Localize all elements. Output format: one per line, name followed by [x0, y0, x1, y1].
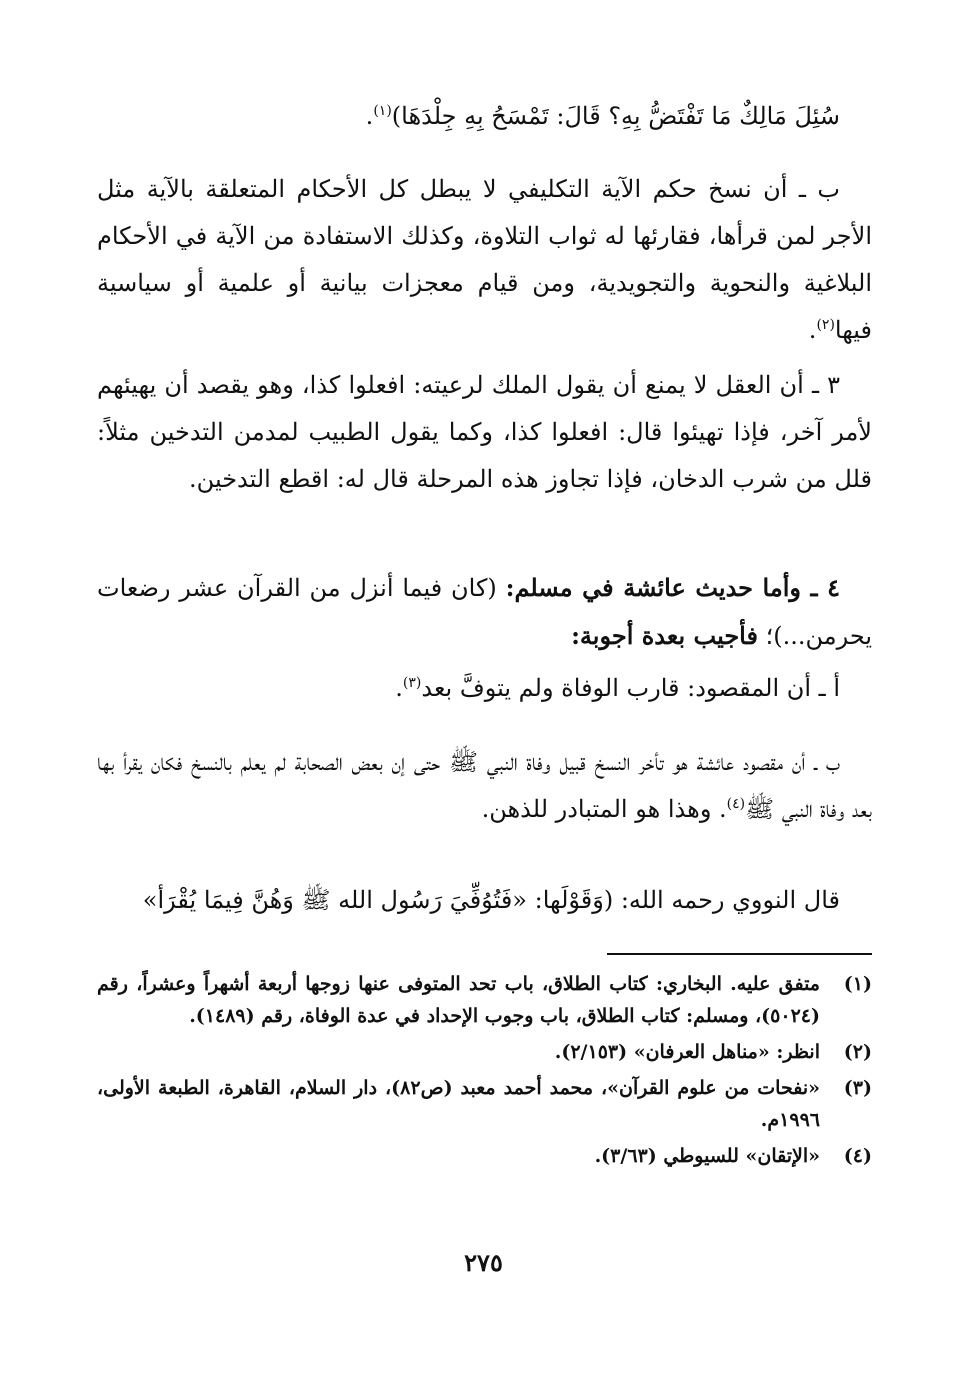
punctuation: . [395, 674, 403, 702]
footnote-number: (٣) [843, 1077, 872, 1099]
paragraph-4-aisha-hadith [97, 564, 872, 660]
footnotes [97, 968, 872, 1176]
footnote-item [97, 968, 872, 1032]
footnote-ref-2[interactable]: (٢) [816, 317, 835, 333]
paragraph-text: ب ـ أن مقصود عائشة هو تأخر النسخ قبيل وفاة النبي ﷺ حتى إن بعض الصحابة لم يعلم بالنسخ فكان يقرأ بها بعد وفاة النبي ﷺ [97, 748, 872, 823]
paragraph-b-reward [97, 166, 872, 354]
footnote-item [97, 1140, 872, 1172]
main-text [97, 93, 872, 140]
paragraph-a-meaning [97, 665, 872, 712]
main-text [97, 362, 872, 503]
footnote-number: (١) [843, 973, 872, 995]
footnote-item [97, 1072, 872, 1136]
paragraph-3-reason [97, 362, 872, 503]
paragraph-text: ٣ ـ أن العقل لا يمنع أن يقول الملك لرعيته: افعلوا كذا، وهو يقصد أن يهيئهم لأمر آخر، فإذا تهيئوا قال: افعلوا كذا، وكما يقول الطبيب لمدمن التدخين مثلاً: قلل من شرب الدخان، فإذا تجاوز هذه المرحلة قال له: اقطع التدخين. [97, 371, 872, 493]
footnote-text: متفق عليه. البخاري: كتاب الطلاق، باب تحد المتوفى عنها زوجها أربعة أشهراً وعشراً، رقم (٥٠٢٤)، ومسلم: كتاب الطلاق، باب وجوب الإحداد في عدة الوفاة، رقم (١٤٨٩). [97, 973, 820, 1027]
page-number: ٢٧٥ [464, 1248, 503, 1277]
paragraph-text: ب ـ أن نسخ حكم الآية التكليفي لا يبطل كل الأحكام المتعلقة بالآية مثل الأجر لمن قرأها، فقارئها له ثواب التلاوة، وكذلك الاستفادة من الآية في الأحكام البلاغية والنحوية والتجويدية، ومن قيام معجزات بيانية أو علمية أو سياسية فيها [97, 175, 872, 344]
main-text [97, 877, 872, 924]
footnote-ref-3[interactable]: (٣) [402, 675, 422, 691]
heading-text: فأجيب بعدة أجوبة: [571, 621, 758, 650]
footnote-number: (٤) [843, 1145, 872, 1167]
footnote-text: «نفحات من علوم القرآن»، محمد أحمد معبد (ص٨٢)، دار السلام، القاهرة، الطبعة الأولى، ١٩٩٦م. [97, 1077, 820, 1131]
main-text [97, 166, 872, 354]
footnote-number: (٢) [843, 1041, 872, 1063]
main-text [97, 739, 872, 833]
footnote-item [97, 1036, 872, 1068]
paragraph-b-meaning [97, 739, 872, 833]
footnote-divider [607, 953, 872, 955]
paragraph-text: . وهذا هو المتبادر للذهن. [481, 795, 727, 823]
footnote-text: انظر: «مناهل العرفان» (٢/١٥٣). [554, 1041, 820, 1063]
paragraph-text: قال النووي رحمه الله: (وَقَوْلَها: «فَتُوُفِّيَ رَسُول الله ﷺ وَهُنَّ فِيمَا يُقْرَأ» [142, 886, 840, 914]
paragraph-text: (كان فيما أنزل من القرآن عشر رضعات يحرمن...)؛ [97, 574, 872, 650]
main-text [97, 665, 872, 712]
heading-text: ٤ ـ وأما حديث عائشة في مسلم: [505, 573, 840, 602]
paragraph-text: أ ـ أن المقصود: قارب الوفاة ولم يتوفَّ بعد [421, 674, 840, 702]
paragraph-hadith-end [97, 93, 872, 140]
paragraph-text: سُئِلَ مَالِكٌ مَا تَفْتَضُّ بِهِ؟ قَالَ: تَمْسَحُ بِهِ جِلْدَهَا) [391, 102, 840, 130]
punctuation: . [365, 102, 374, 130]
main-text [97, 564, 872, 660]
punctuation: . [808, 316, 817, 344]
footnote-ref-4[interactable]: (٤) [726, 796, 746, 812]
footnote-text: «الإتقان» للسيوطي (٣/٦٣). [594, 1145, 820, 1167]
paragraph-nawawi [97, 877, 872, 924]
footnote-ref-1[interactable]: (١) [373, 103, 392, 119]
